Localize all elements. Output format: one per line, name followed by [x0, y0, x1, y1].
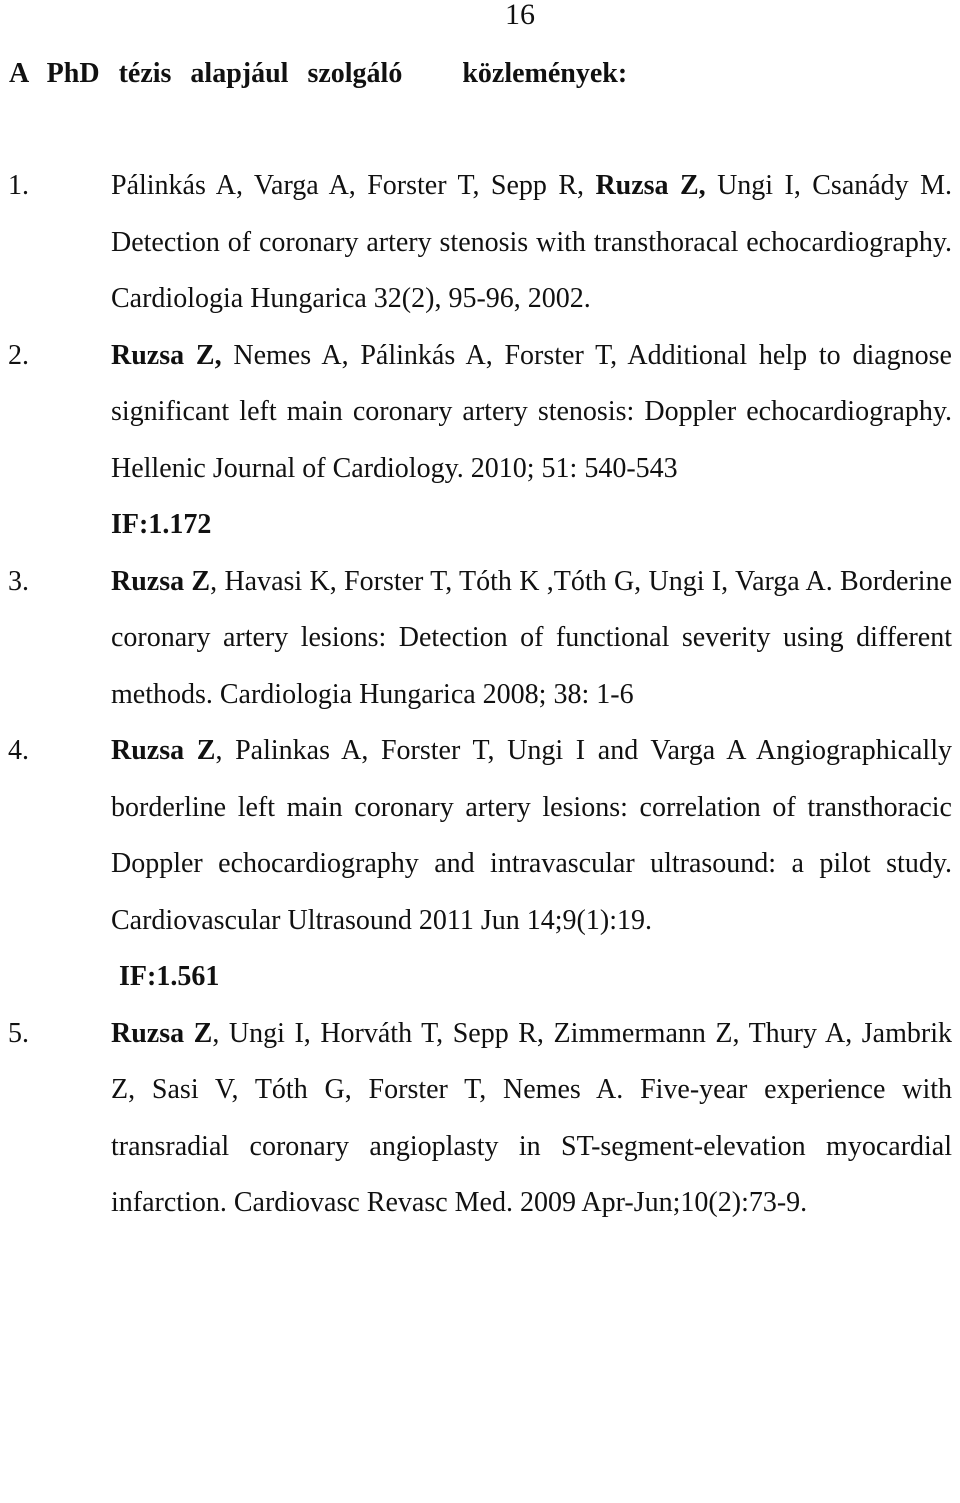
publication-text: , Ungi I, Horváth T, Sepp R, Zimmermann Z, Thury A, Jambrik Z, Sasi V, Tóth G, Forster T, Nemes A. Five-year experience with transradial coronary angioplasty in ST-segment-elevation myocardial infarction. Cardiovasc Revasc Med. 2009 Apr-Jun;10(2):73-9. — [111, 1017, 952, 1218]
publication-text: , Palinkas A, Forster T, Ungi I and Varga A Angiographically borderline left main coronary artery lesions: correlation of transthoracic Doppler echocardiography and intravascular ultrasound: a pilot study. Cardiovascular Ultrasound 2011 Jun 14;9(1):19. — [111, 735, 952, 936]
publication-text: Nemes A, Pálinkás A, Forster T, Additional help to diagnose significant left main coronary artery stenosis: Doppler echocardiography. Hellenic Journal of Cardiology. 2010; 51: 540-543 — [111, 339, 952, 484]
page-number: 16 — [505, 0, 535, 31]
publication-authors-pre: Pálinkás A, Varga A, Forster T, Sepp R, — [111, 170, 596, 201]
publication-number: 1. — [8, 170, 29, 201]
publication-number: 2. — [8, 339, 29, 371]
publication-highlight-author: Ruzsa Z — [111, 1017, 213, 1049]
publication-highlight-author: Ruzsa Z — [111, 565, 211, 597]
section-heading-part1: A PhD tézis alapjául szolgáló — [9, 58, 403, 89]
publication-text: , Havasi K, Forster T, Tóth K ,Tóth G, Ungi I, Varga A. Borderine coronary artery lesions: Detection of functional severity using different methods. Cardiologia Hungarica 2008; 38: 1-6 — [111, 565, 953, 710]
section-heading-part2: közlemények: — [462, 58, 628, 89]
publication-number: 5. — [8, 1017, 29, 1049]
publication-number: 3. — [8, 565, 29, 597]
publication-item — [0, 1006, 952, 1232]
publication-item — [0, 158, 952, 328]
publication-number: 4. — [8, 735, 29, 766]
publication-highlight-author: Ruzsa Z, — [111, 339, 222, 371]
publication-list — [0, 158, 952, 1232]
publication-item — [0, 328, 952, 554]
publication-highlight-author: Ruzsa Z — [111, 735, 216, 766]
impact-factor: IF:1.172 — [111, 509, 212, 540]
publication-highlight-author: Ruzsa Z, — [595, 170, 706, 201]
publication-text: Ungi I, Csanády M. Detection of coronary artery stenosis with transthoracal echocardiography. Cardiologia Hungarica 32(2), 95-96, 2002. — [111, 170, 952, 314]
publication-item — [0, 723, 952, 1006]
section-heading — [9, 57, 627, 91]
publication-item — [0, 554, 952, 724]
impact-factor: IF:1.561 — [119, 961, 220, 992]
